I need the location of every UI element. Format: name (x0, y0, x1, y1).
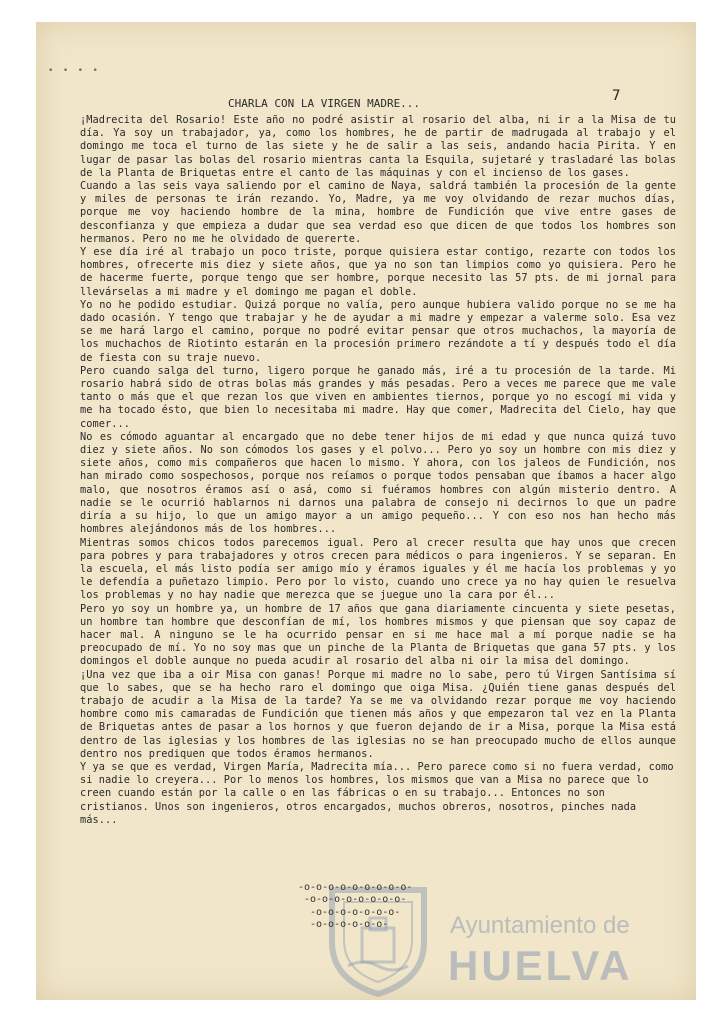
watermark-line1: Ayuntamiento de (450, 912, 630, 939)
paragraph: Yo no he podido estudiar. Quizá porque no valía, pero aunque hubiera valido porque no se me ha dado ocasión. Y tengo que trabajar y he de ayudar a mi madre y empezar a valerme solo. Esa vez se me hará largo el camino, porque no podré evitar pensar que otros muchachos, la mayoría de los muchachos de Riotinto estarán en la procesión primero rezándote a tí y después todo el día de fiesta con su traje nuevo. (80, 298, 676, 364)
paragraph: Pero yo soy un hombre ya, un hombre de 17 años que gana diariamente cincuenta y siete pesetas, un hombre tan hombre que desconfían de mí, los hombres mismos y que piensan que soy capaz de hacer mal. A ninguno se le ha ocurrido pensar en si me hace mal a mí porque nadie se ha preocupado de mí. Yo no soy mas que un pinche de la Planta de Briquetas que gana 57 pts. y los domingos el doble aunque no pueda acudir al rosario del alba ni oir la misa del domingo. (80, 602, 676, 668)
ornament-line: -o-o-o-o-o-o-o- (310, 906, 401, 918)
paragraph: Y ya se que es verdad, Virgen María, Madrecita mía... Pero parece como si no fuera verdad, como si nadie lo creyera... Por lo menos los hombres, los mismos que van a Misa no parece que lo creen cuando están por la calle o en las fábricas o en su trabajo... Entonces no son cristianos. Unos son ingenieros, otros encargados, muchos obreros, nosotros, pinches nada más... (80, 760, 674, 826)
watermark-line2: HUELVA (448, 942, 633, 989)
paragraph: ¡Una vez que iba a oir Misa con ganas! Porque mi madre no lo sabe, pero tú Virgen Santísima sí que lo sabes, que se ha hecho raro el domingo que oiga Misa. ¿Quién tiene ganas después del trabajo de acudir a la Misa de la tarde? Ya se me va olvidando rezar porque me voy haciendo hombre como mis camaradas de Fundición que tienen más años y que empezaron tal vez en la Planta de Briquetas antes de pasar a los hornos y que fueron dejando de ir a Misa, porque la Misa está dentro de las iglesias y los hombres de las iglesias no se han preocupado mucho de ellos aunque dentro nos prediquen que todos éramos hermanos. (80, 668, 676, 760)
paragraph: Pero cuando salga del turno, ligero porque he ganado más, iré a tu procesión de la tarde. Mi rosario habrá sido de otras bolas más grandes y más pesadas. Pero a veces me parece que me vale tanto o más que el que rezan los que viven en ambientes tiernos, porque yo no escogí mi vida y me ha tocado ésto, que bien lo necesitaba mi madre. Hay que comer, Madrecita del Cielo, hay que comer... (80, 364, 676, 430)
paragraph: No es cómodo aguantar al encargado que no debe tener hijos de mi edad y que nunca quizá tuvo diez y siete años. No son cómodos los gases y el polvo... Pero yo soy un hombre con mis diez y siete años, como mis compañeros que hacen lo mismo. Y ahora, con los jaleos de Fundición, nos han mirado como sospechosos, porque nos reíamos o porque todos pensaban que íbamos a hacer algo malo, que nosotros éramos así o asá, como si fuéramos hombres con algún misterio dentro. A nadie se le ocurrió hablarnos ni darnos una palabra de consejo ni decirnos lo que un padre diría a su hijo, lo que un amigo mayor a un amigo pequeño... Y con eso nos han hecho más hombres alejándonos más de los hombres... (80, 430, 676, 536)
paragraph: ¡Madrecita del Rosario! Este año no podré asistir al rosario del alba, ni ir a la Misa de tu día. Ya soy un trabajador, ya, como los hombres, he de partir de madrugada al trabajo y el domingo me toca el turno de las siete y he de salir a las seis, andando hacia Pirita. Y en lugar de pasar las bolas del rosario mientras canta la Esquila, sujetaré y trasladaré las bolas de la Planta de Briquetas entre el canto de las máquinas y con el incienso de los gases. (80, 114, 676, 179)
letter-body (80, 114, 676, 827)
ornament-line: -o-o-o-o-o-o- (310, 919, 389, 931)
punch-marks: • • • • (48, 66, 100, 76)
document-title: CHARLA CON LA VIRGEN MADRE... (228, 97, 421, 110)
ornament-divider (298, 882, 413, 932)
paragraph: Y ese día iré al trabajo un poco triste, porque quisiera estar contigo, rezarte con todos los hombres, ofrecerte mis diez y siete años, que ya no son tan limpios como yo quisiera. Pero he de hacerme fuerte, porque tengo que ser hombre, porque necesito las 57 pts. de mi jornal para llevárselas a mi madre y el domingo me pagan el doble. (80, 246, 676, 298)
ornament-line: -o-o-o-o-o-o-o-o- (304, 894, 407, 906)
page-number: 7 (612, 88, 621, 104)
paragraph: Cuando a las seis vaya saliendo por el camino de Naya, saldrá también la procesión de la gente y miles de personas te irán rezando. Yo, Madre, ya me voy olvidando de rezar muchos días, porque me voy haciendo hombre de la mina, hombre de Fundición que vive entre gases de desconfianza y que empieza a dudar que sea verdad eso que dicen de que todos los hombres son hermanos. Pero no me he olvidado de quererte. (80, 180, 676, 245)
paragraph: Mientras somos chicos todos parecemos igual. Pero al crecer resulta que hay unos que crecen para pobres y para trabajadores y otros crecen para médicos o para ingenieros. Y se separan. En la escuela, el más listo podía ser amigo mío y éramos iguales y él me hacía los problemas y yo le defendía a puñetazo limpio. Pero por lo visto, cuando uno crece ya no hay quien le resuelva los problemas y no hay nadie que merezca que se juegue uno la cara por él... (80, 536, 676, 602)
ornament-line: -o-o-o-o-o-o-o-o-o- (298, 882, 413, 893)
